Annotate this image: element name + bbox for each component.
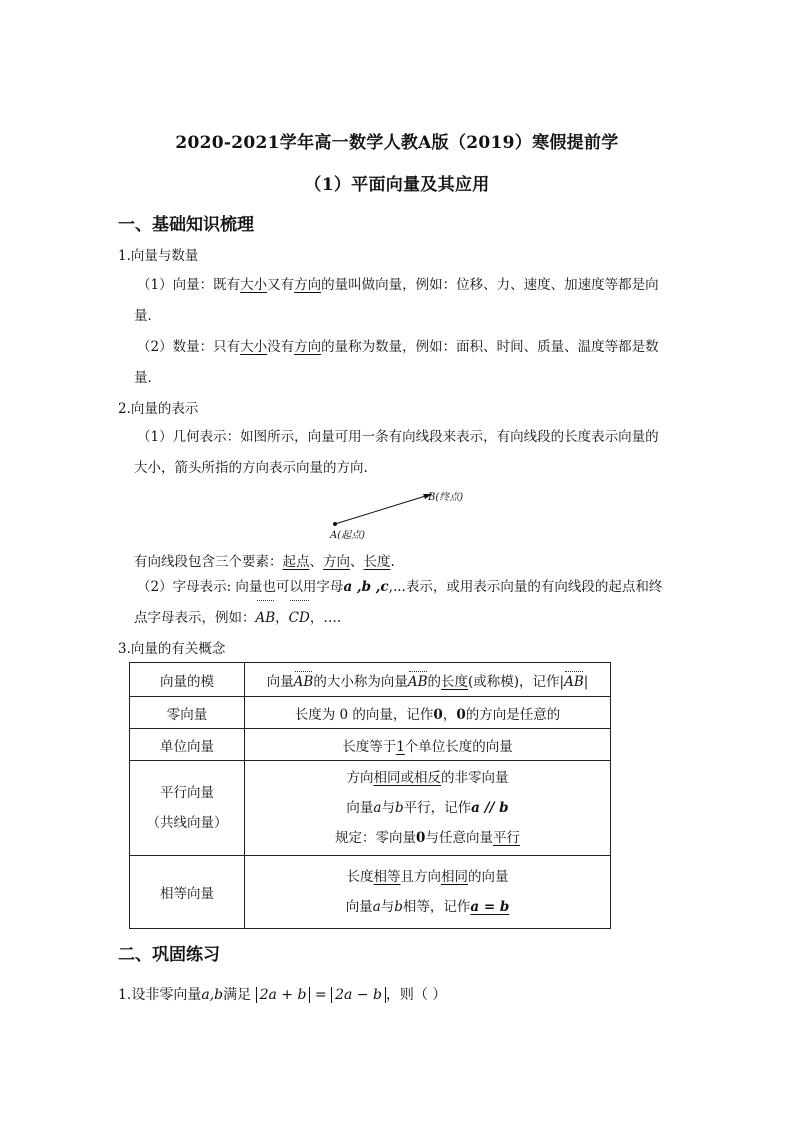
table-row	[130, 856, 611, 929]
table-row	[130, 663, 611, 697]
abs-rhs: 2a − b	[331, 987, 386, 1003]
paragraph-geometric-rep-cont: 大小，箭头所指的方向表示向量的方向.	[134, 460, 368, 476]
concept-description: 长度等于1个单位长度的向量	[245, 729, 611, 761]
item-title-vector-representation: 2.向量的表示	[118, 401, 199, 417]
concept-name: 向量的模	[130, 663, 245, 697]
vector-cd: CD	[289, 603, 310, 633]
concept-description: 方向相同或相反的非零向量 向量a与b平行，记作a // b 规定：零向量0与任意向量平行	[245, 761, 611, 856]
abs-lhs: 2a + b	[256, 987, 311, 1003]
table-row	[130, 697, 611, 729]
concept-name: 相等向量	[130, 856, 245, 929]
item-title-vector-concepts: 3.向量的有关概念	[118, 641, 226, 657]
concept-description: 向量AB的大小称为向量AB的长度(或称模)，记作|AB|	[245, 663, 611, 697]
figure-start-label: A(起点)	[330, 530, 366, 541]
paragraph-letter-rep: （2）字母表示: 向量也可以用字母a ,b ,c,...表示，或用表示向量的有向线段的起点和终	[137, 579, 663, 595]
paragraph-letter-rep-cont: 点字母表示，例如：AB，CD，….	[134, 603, 341, 633]
directed-segment-line	[335, 494, 432, 524]
concept-name: 平行向量 （共线向量）	[130, 761, 245, 856]
document-subtitle: （1）平面向量及其应用	[304, 175, 490, 195]
question-1: 1.设非零向量a,b满足 2a + b = 2a − b ，则（ ）	[118, 987, 447, 1003]
table-row	[130, 761, 611, 856]
table-row	[130, 729, 611, 761]
section-heading-practice: 二、巩固练习	[118, 945, 220, 965]
figure-end-label: B(终点)	[428, 492, 464, 503]
vector-ab: AB	[256, 603, 276, 633]
paragraph-three-elements: 有向线段包含三个要素：起点、方向、长度.	[134, 554, 395, 570]
vector-letters: a ,b ,c	[343, 579, 389, 595]
concept-description: 长度为 0 的向量，记作0，0的方向是任意的	[245, 697, 611, 729]
paragraph-geometric-rep: （1）几何表示：如图所示，向量可用一条有向线段来表示，有向线段的长度表示向量的	[137, 429, 659, 445]
item-title-vector-quantity: 1.向量与数量	[118, 248, 199, 264]
document-title: 2020-2021学年高一数学人教A版（2019）寒假提前学	[175, 133, 619, 153]
question-vars: a,b	[201, 987, 224, 1003]
paragraph-scalar-def: （2）数量：只有大小没有方向的量称为数量，例如：面积、时间、质量、温度等都是数	[137, 339, 659, 355]
concept-name: 零向量	[130, 697, 245, 729]
paragraph-vector-def: （1）向量：既有大小又有方向的量叫做向量，例如：位移、力、速度、加速度等都是向	[137, 277, 659, 293]
concepts-table	[129, 662, 611, 929]
paragraph-scalar-def-cont: 量．	[134, 370, 161, 386]
concept-name: 单位向量	[130, 729, 245, 761]
paragraph-vector-def-cont: 量．	[134, 308, 161, 324]
section-heading-basics: 一、基础知识梳理	[118, 215, 254, 235]
concept-description: 长度相等且方向相同的向量 向量a与b相等，记作a = b	[245, 856, 611, 929]
